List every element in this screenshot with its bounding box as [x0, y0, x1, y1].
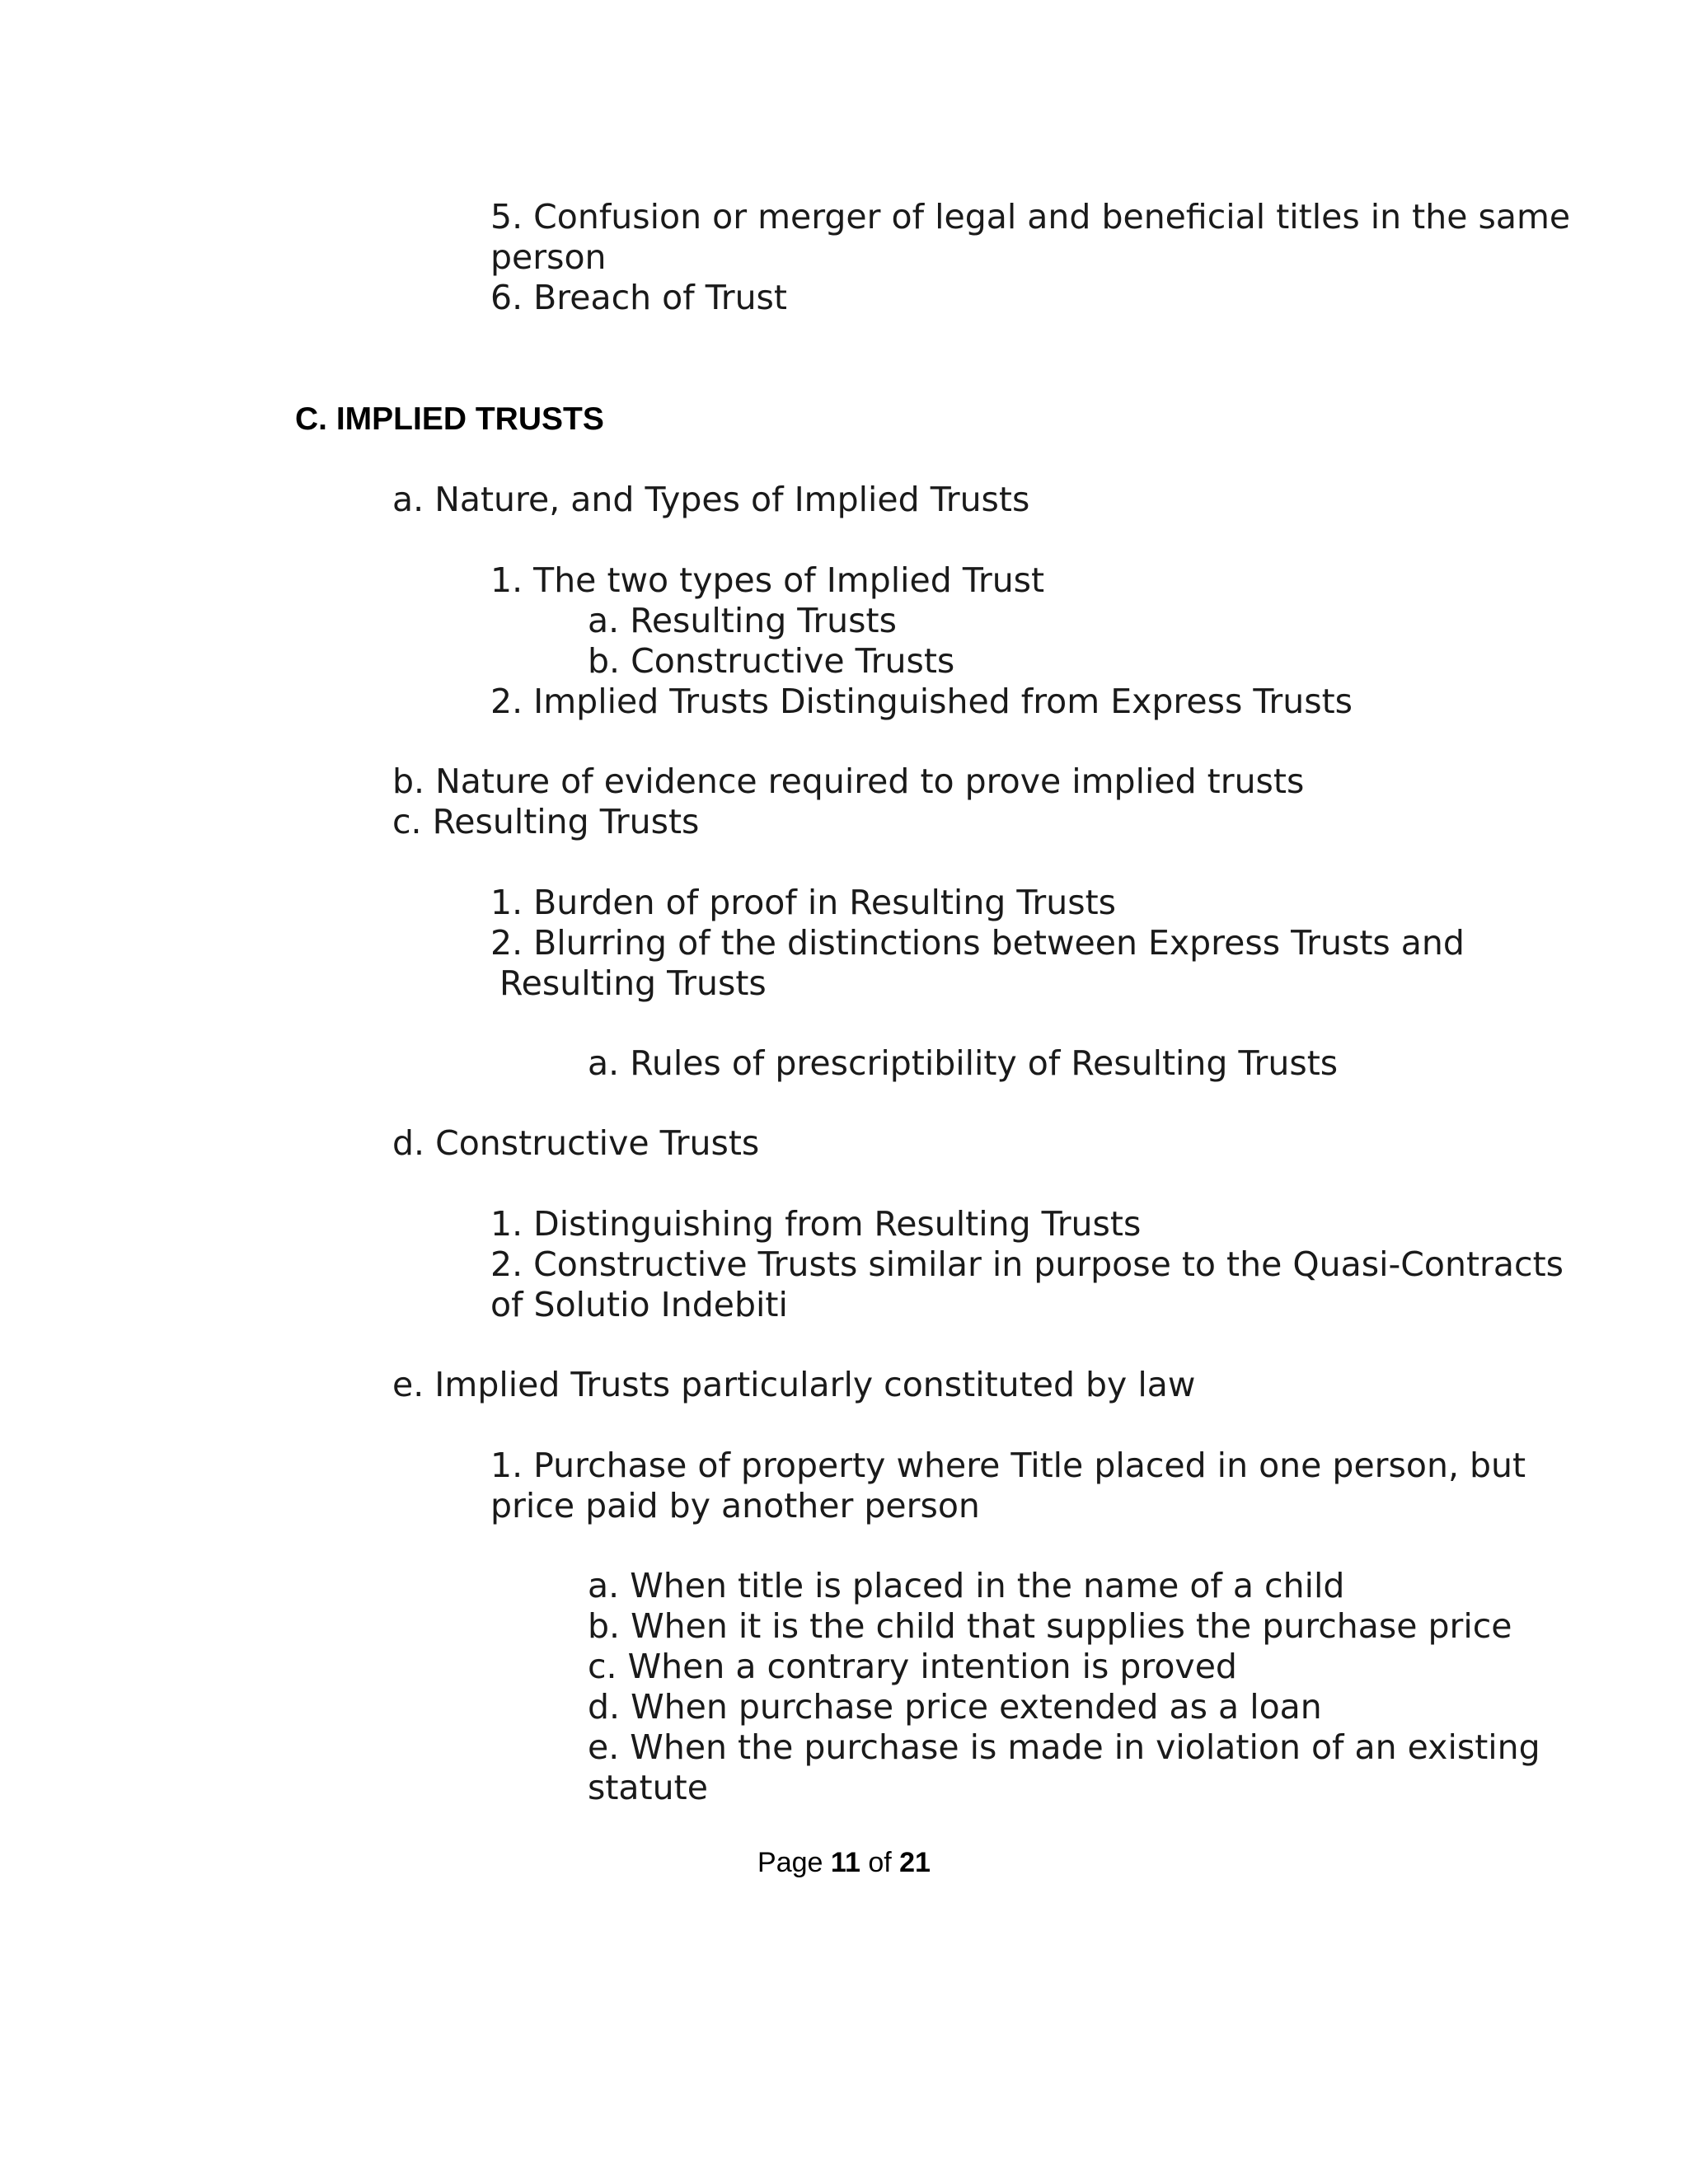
- outline-e-1-e-line2: statute: [588, 1768, 708, 1807]
- outline-d-2-line2: of Solutio Indebiti: [490, 1285, 788, 1324]
- outline-e-1-a: a. When title is placed in the name of a child: [588, 1566, 1345, 1605]
- outline-item-5-line1: 5. Confusion or merger of legal and beneficial titles in the same: [490, 197, 1571, 237]
- outline-item-6: 6. Breach of Trust: [490, 278, 787, 317]
- footer-current-page: 11: [830, 1847, 860, 1878]
- outline-a-2: 2. Implied Trusts Distinguished from Express Trusts: [490, 682, 1353, 721]
- outline-e-1-line1: 1. Purchase of property where Title placed in one person, but: [490, 1446, 1526, 1485]
- outline-item-5-line2: person: [490, 237, 607, 277]
- footer-page-prefix: Page: [757, 1847, 823, 1878]
- outline-b-title: b. Nature of evidence required to prove implied trusts: [392, 762, 1305, 801]
- outline-c-2-a: a. Rules of prescriptibility of Resulting Trusts: [588, 1043, 1339, 1083]
- outline-e-1-e-line1: e. When the purchase is made in violation of an existing: [588, 1727, 1540, 1767]
- outline-a-title: a. Nature, and Types of Implied Trusts: [392, 480, 1030, 519]
- footer-total-pages: 21: [899, 1847, 931, 1878]
- section-heading: C. IMPLIED TRUSTS: [295, 401, 604, 437]
- outline-c-title: c. Resulting Trusts: [392, 802, 700, 841]
- outline-a-1: 1. The two types of Implied Trust: [490, 560, 1045, 600]
- outline-c-1: 1. Burden of proof in Resulting Trusts: [490, 883, 1117, 922]
- outline-a-1-b: b. Constructive Trusts: [588, 641, 955, 681]
- outline-a-1-a: a. Resulting Trusts: [588, 601, 897, 640]
- outline-e-1-c: c. When a contrary intention is proved: [588, 1647, 1237, 1686]
- outline-e-1-d: d. When purchase price extended as a loan: [588, 1687, 1322, 1727]
- outline-d-2-line1: 2. Constructive Trusts similar in purpose to the Quasi-Contracts: [490, 1244, 1564, 1284]
- outline-c-2-line2: Resulting Trusts: [499, 963, 767, 1003]
- page-footer: [0, 1844, 1688, 1881]
- outline-d-1: 1. Distinguishing from Resulting Trusts: [490, 1204, 1142, 1244]
- outline-d-title: d. Constructive Trusts: [392, 1123, 760, 1163]
- outline-c-2-line1: 2. Blurring of the distinctions between Express Trusts and: [490, 923, 1465, 963]
- outline-e-1-line2: price paid by another person: [490, 1486, 980, 1526]
- outline-e-title: e. Implied Trusts particularly constituted by law: [392, 1365, 1196, 1404]
- footer-of-separator: of: [868, 1847, 892, 1878]
- outline-e-1-b: b. When it is the child that supplies the purchase price: [588, 1606, 1512, 1646]
